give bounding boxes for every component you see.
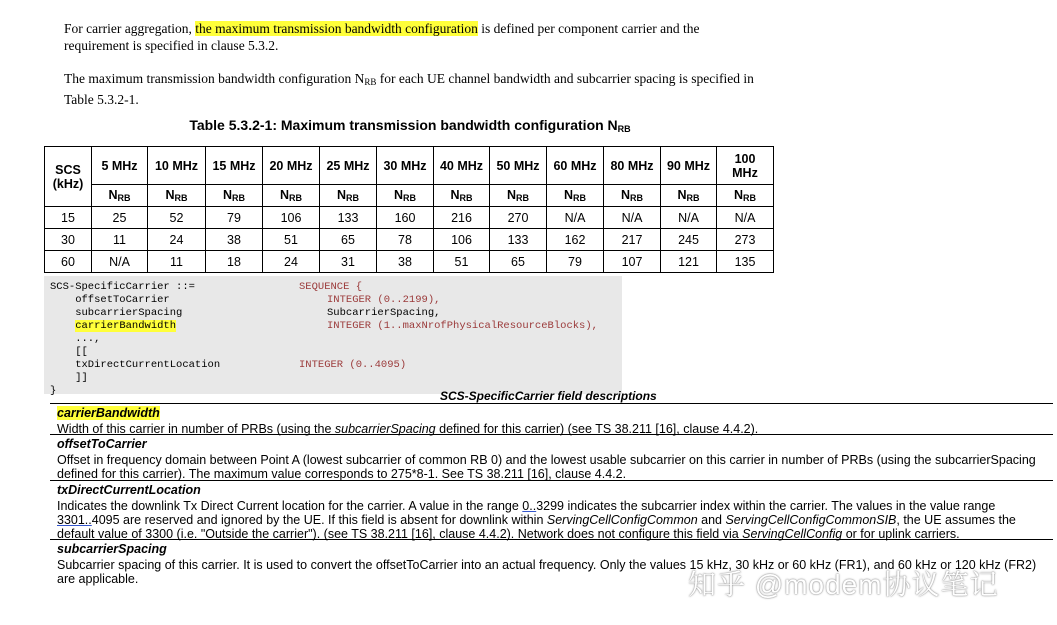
nrb-cell: $N_{RB}$ <box>377 185 434 207</box>
header-cell: 100 MHz <box>717 147 774 185</box>
nrb-cell: $N_{RB}$ <box>206 185 263 207</box>
table-cell: N/A <box>717 207 774 229</box>
code-left-column: SCS-SpecificCarrier ::= offsetToCarrier subcarrierSpacing carrierBandwidth ..., [[ txDirectCurrentLocation ]] } <box>50 281 221 397</box>
table-cell: N/A <box>661 207 717 229</box>
field-description: Width of this carrier in number of PRBs (using the subcarrierSpacing defined for this carrier) (see TS 38.211 [16], clause 4.4.2). <box>57 422 759 436</box>
table-cell: 107 <box>604 251 661 273</box>
highlighted-phrase: the maximum transmission bandwidth configuration <box>195 21 478 36</box>
header-cell: 40 MHz <box>434 147 490 185</box>
table-cell: 106 <box>263 207 320 229</box>
table-cell: 24 <box>148 229 206 251</box>
field-name: txDirectCurrentLocation <box>57 483 201 497</box>
table-cell: 60 <box>45 251 92 273</box>
table-cell: 51 <box>263 229 320 251</box>
table-cell: 65 <box>320 229 377 251</box>
field-descriptions-heading: SCS-SpecificCarrier field descriptions <box>440 389 657 403</box>
nrb-cell: $N_{RB}$ <box>547 185 604 207</box>
table-cell: 38 <box>377 251 434 273</box>
asn1-code-block <box>44 276 622 397</box>
header-cell: 5 MHz <box>92 147 148 185</box>
header-cell: 20 MHz <box>263 147 320 185</box>
header-cell: 30 MHz <box>377 147 434 185</box>
table-cell: 11 <box>148 251 206 273</box>
table-cell: 133 <box>490 229 547 251</box>
table-cell: 162 <box>547 229 604 251</box>
header-cell: 80 MHz <box>604 147 661 185</box>
table-cell: 245 <box>661 229 717 251</box>
nrb-cell: $N_{RB}$ <box>604 185 661 207</box>
paragraph-max-bandwidth: The maximum transmission bandwidth configuration $N_{RB}$ for each UE channel bandwidth and subcarrier spacing is specified in Table 5.3.2-1. <box>64 71 754 107</box>
header-cell: 60 MHz <box>547 147 604 185</box>
table-cell: 106 <box>434 229 490 251</box>
field-carrierBandwidth <box>50 403 1053 436</box>
paragraph-carrier-aggregation: For carrier aggregation, the maximum transmission bandwidth configuration is defined per component carrier and the requirement is specified in clause 5.3.2. <box>64 21 700 53</box>
nrb-table <box>44 146 774 273</box>
table-row <box>45 229 774 251</box>
field-txDirectCurrentLocation <box>50 480 1053 541</box>
table-cell: 270 <box>490 207 547 229</box>
field-description: Subcarrier spacing of this carrier. It is used to convert the offsetToCarrier into an actual frequency. Only the values 15 kHz, 30 kHz or 60 kHz (FR1), and 60 kHz or 120 kHz (FR2) are applicable. <box>57 558 1037 586</box>
watermark-text: 知乎 @modem协议笔记 <box>688 569 999 600</box>
header-cell: 50 MHz <box>490 147 547 185</box>
table-row <box>45 207 774 229</box>
nrb-cell: $N_{RB}$ <box>92 185 148 207</box>
field-name: subcarrierSpacing <box>57 542 167 556</box>
header-cell: 25 MHz <box>320 147 377 185</box>
nrb-cell: $N_{RB}$ <box>717 185 774 207</box>
field-description: Indicates the downlink Tx Direct Current location for the carrier. A value in the range 0..3299 indicates the subcarrier index within the carrier. The values in the value range 3301..4095 are reserved and ignored by the UE. If this field is absent for downlink within ServingCellConfigCommon and ServingCellConfigCommonSIB, the UE assumes the default value of 3300 (i.e. "Outside the carrier"). (see TS 38.211 [16], clause 4.4.2). Network does not configure this field via ServingCellConfig or for uplink carriers. <box>57 499 1016 541</box>
table-cell: 38 <box>206 229 263 251</box>
table-cell: 79 <box>206 207 263 229</box>
table-cell: 65 <box>490 251 547 273</box>
table-cell: 51 <box>434 251 490 273</box>
table-cell: 25 <box>92 207 148 229</box>
nrb-cell: $N_{RB}$ <box>320 185 377 207</box>
table-cell: 18 <box>206 251 263 273</box>
field-name: carrierBandwidth <box>57 406 160 420</box>
field-offsetToCarrier <box>50 434 1053 481</box>
code-type-scs: SubcarrierSpacing, <box>327 307 441 319</box>
nrb-cell: $N_{RB}$ <box>263 185 320 207</box>
field-description: Offset in frequency domain between Point A (lowest subcarrier of common RB 0) and the lowest usable subcarrier on this carrier in number of PRBs (using the subcarrierSpacing defined for this carrier). The maximum value corresponds to 275*8-1. See TS 38.211 [16], clause 4.4.2. <box>57 453 1036 481</box>
code-type-bandwidth: INTEGER (1..maxNrofPhysicalResourceBlocks), <box>327 320 598 332</box>
table-cell: 52 <box>148 207 206 229</box>
highlighted-code-field: carrierBandwidth <box>75 320 177 332</box>
table-caption: Table 5.3.2-1: Maximum transmission bandwidth configuration $N_{RB}$ <box>189 117 631 134</box>
table-cell: 217 <box>604 229 661 251</box>
table-row <box>45 251 774 273</box>
table-cell: 78 <box>377 229 434 251</box>
code-type-dc-location: INTEGER (0..4095) <box>299 359 407 371</box>
table-cell: 273 <box>717 229 774 251</box>
table-cell: 160 <box>377 207 434 229</box>
code-sequence-keyword: SEQUENCE { <box>299 281 363 293</box>
header-cell: 15 MHz <box>206 147 263 185</box>
table-cell: 24 <box>263 251 320 273</box>
table-cell: N/A <box>604 207 661 229</box>
table-cell: N/A <box>92 251 148 273</box>
table-corner-cell: SCS (kHz) <box>45 147 92 207</box>
table-cell: 121 <box>661 251 717 273</box>
table-cell: 31 <box>320 251 377 273</box>
table-cell: 79 <box>547 251 604 273</box>
table-cell: 15 <box>45 207 92 229</box>
header-cell: 90 MHz <box>661 147 717 185</box>
nrb-cell: $N_{RB}$ <box>661 185 717 207</box>
nrb-cell: $N_{RB}$ <box>434 185 490 207</box>
table-cell: N/A <box>547 207 604 229</box>
table-cell: 135 <box>717 251 774 273</box>
table-cell: 30 <box>45 229 92 251</box>
header-cell: 10 MHz <box>148 147 206 185</box>
table-subheader-row <box>45 185 774 207</box>
table-header-row <box>45 147 774 185</box>
table-cell: 216 <box>434 207 490 229</box>
nrb-cell: $N_{RB}$ <box>490 185 547 207</box>
nrb-cell: $N_{RB}$ <box>148 185 206 207</box>
table-cell: 11 <box>92 229 148 251</box>
table-cell: 133 <box>320 207 377 229</box>
code-type-offset: INTEGER (0..2199), <box>327 294 441 306</box>
field-name: offsetToCarrier <box>57 437 147 451</box>
